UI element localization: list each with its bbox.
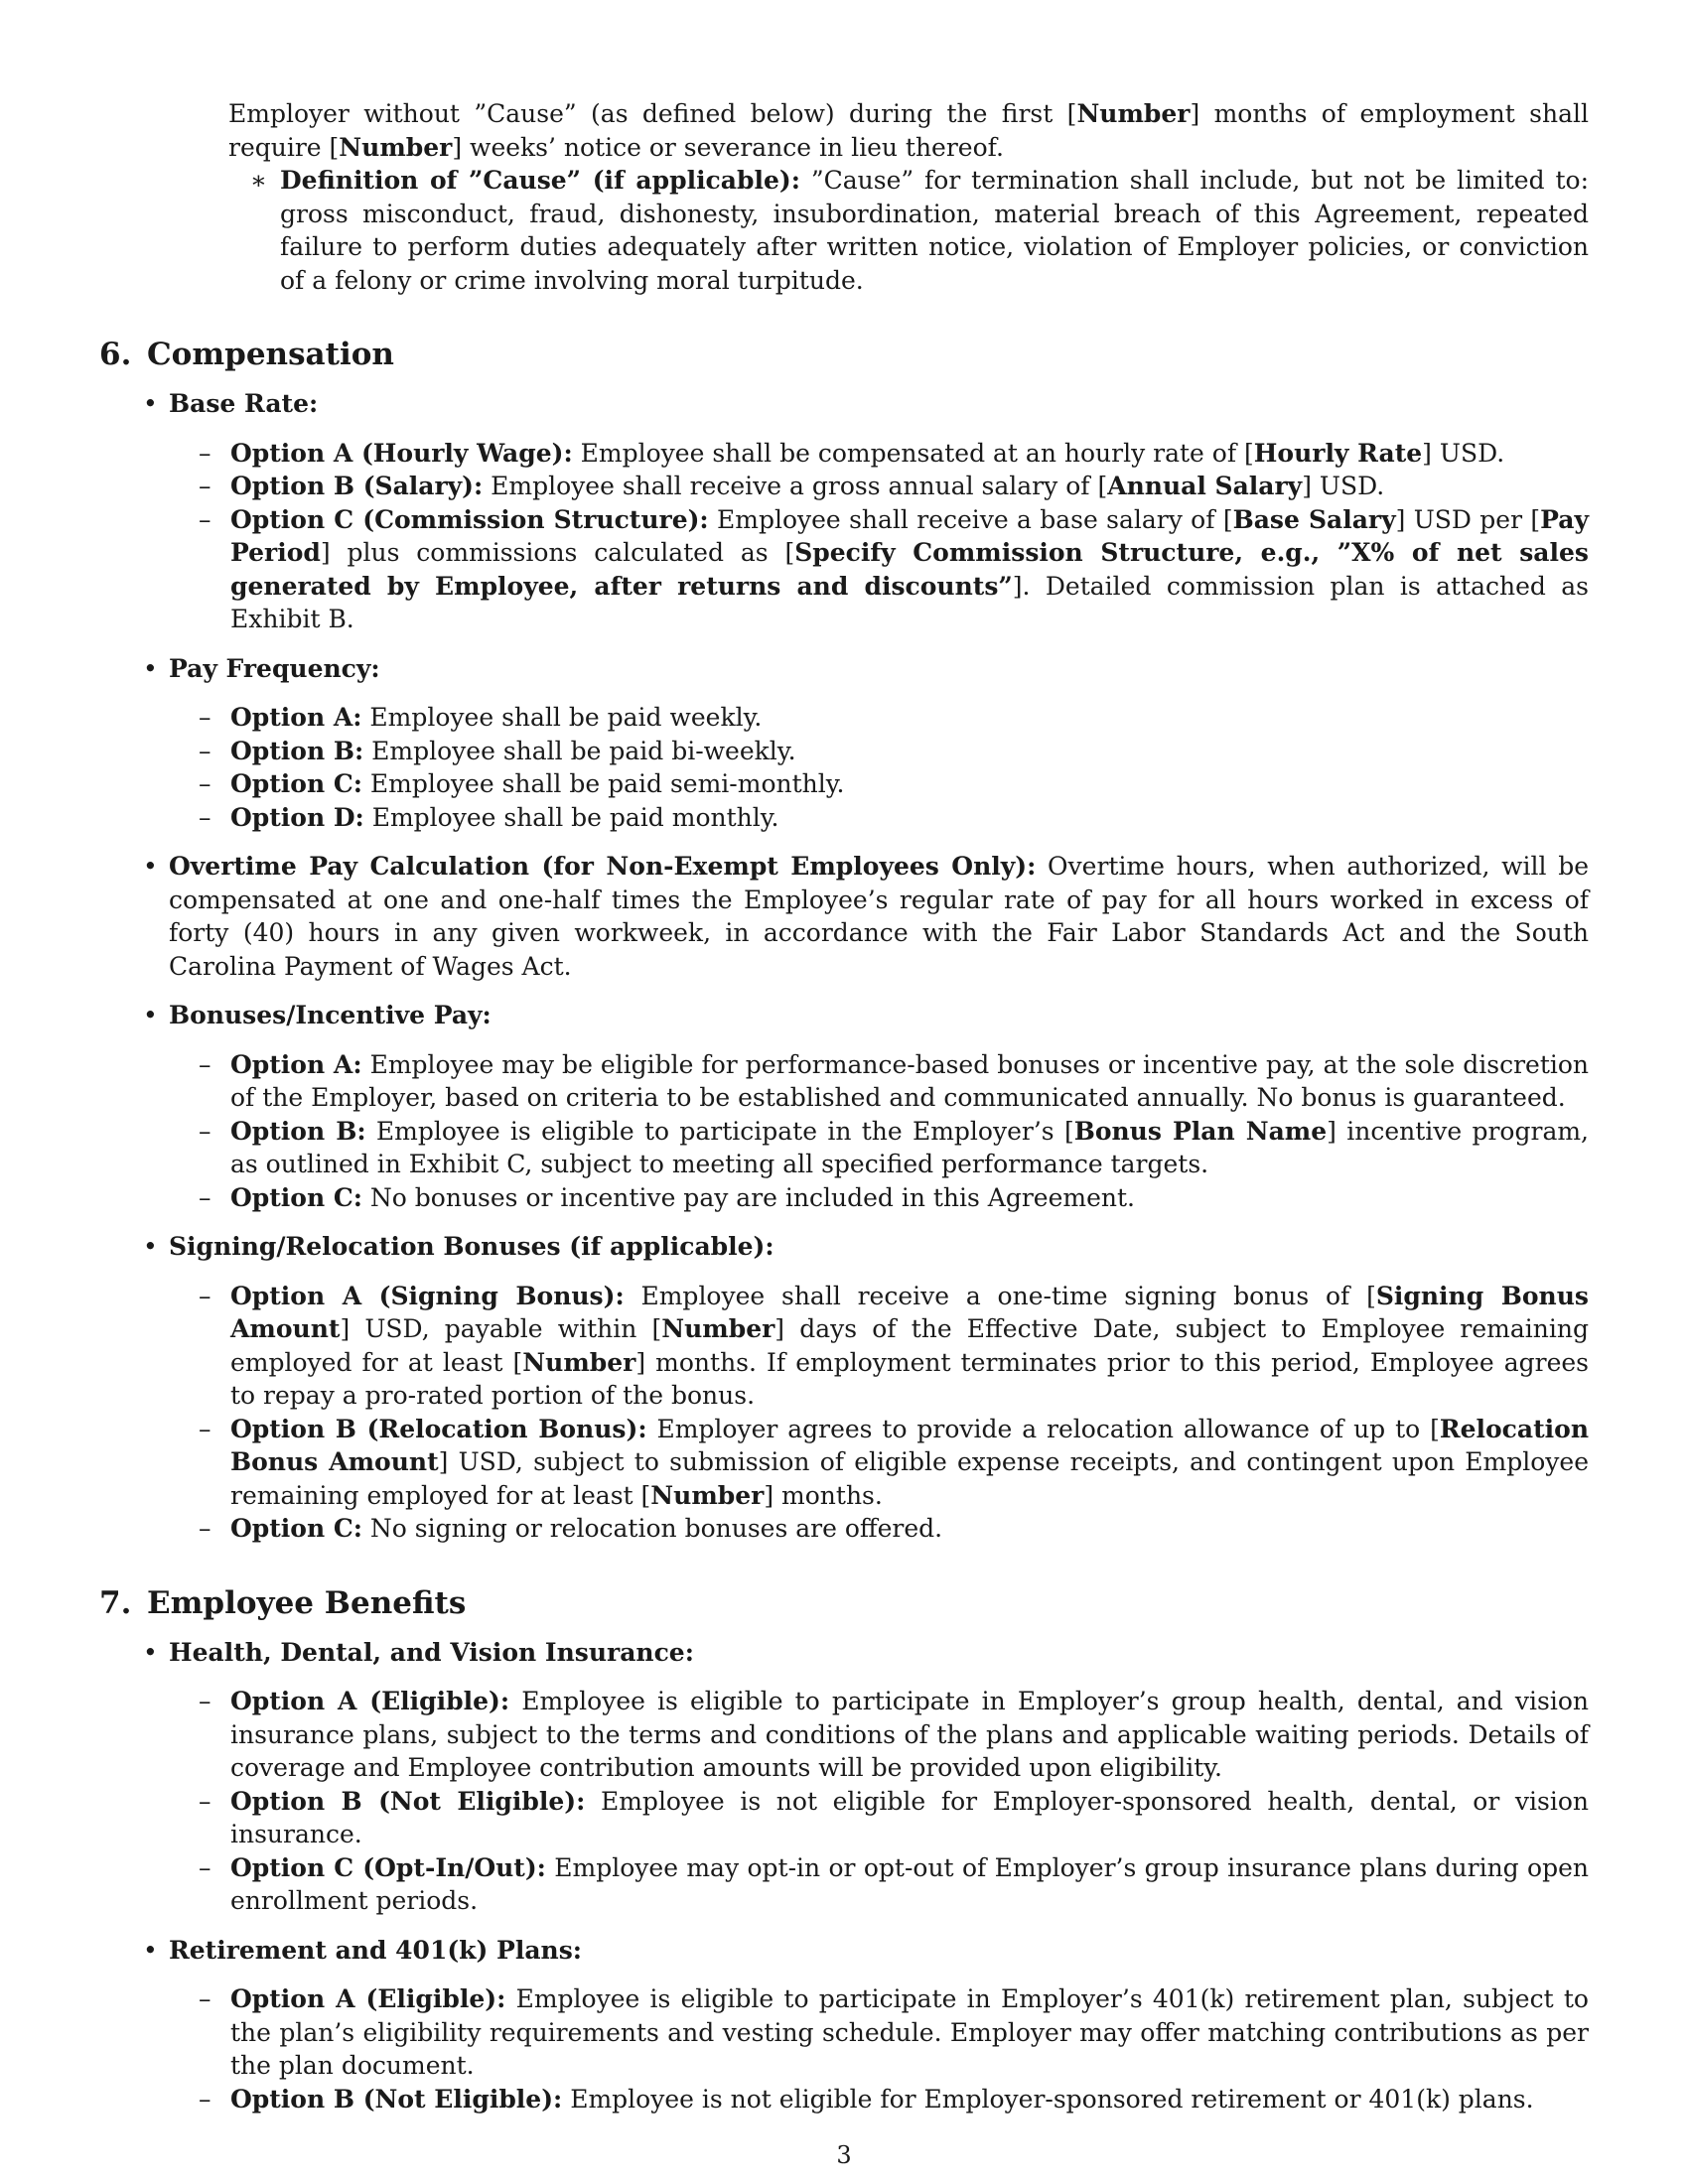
compensation-list	[169, 387, 1589, 1546]
bonuses-item: • Bonuses/Incentive Pay: – Option A: Employee may be eligible for performance-based bonuses or incentive pay, at the sole discretion of the Employer, based on criteria to be established and communicated annually. No bonus is guaranteed. – Option B: Employee is eligible to participate in the Employer’s [Bonus Plan Name] incentive program, as outlined in Exhibit C, subject to meeting all specified performance targets. – Option C: No bonuses or incentive pay are included in this Agreement.	[169, 999, 1589, 1214]
list-item: – Option B (Salary): Employee shall receive a gross annual salary of [Annual Salary] USD.	[230, 470, 1589, 503]
list-item: – Option D: Employee shall be paid monthly.	[230, 801, 1589, 835]
list-item: – Option A (Hourly Wage): Employee shall be compensated at an hourly rate of [Hourly Rate] USD.	[230, 437, 1589, 471]
list-item: – Option C (Opt-In/Out): Employee may opt-in or opt-out of Employer’s group insurance plans during open enrollment periods.	[230, 1851, 1589, 1918]
list-item: – Option B (Not Eligible): Employee is not eligible for Employer-sponsored retirement or 401(k) plans.	[230, 2083, 1589, 2116]
list-item: – Option A: Employee may be eligible for performance-based bonuses or incentive pay, at the sole discretion of the Employer, based on criteria to be established and communicated annually. No bonus is guaranteed.	[230, 1048, 1589, 1115]
list-item: – Option C (Commission Structure): Employee shall receive a base salary of [Base Salary] USD per [Pay Period] plus commissions calculated as [Specify Commission Structure, e.g., ”X% of net sales generated by Employee, after returns and discounts”]. Detailed commission plan is attached as Exhibit B.	[230, 503, 1589, 636]
benefits-list	[169, 1636, 1589, 2116]
page-number: 3	[836, 2141, 852, 2169]
list-item: – Option A: Employee shall be paid weekly.	[230, 701, 1589, 735]
section-heading-employee-benefits: 7. Employee Benefits	[99, 1584, 467, 1621]
list-item: – Option B (Not Eligible): Employee is not eligible for Employer-sponsored health, dental, or vision insurance.	[230, 1785, 1589, 1851]
base-rate-item: • Base Rate: – Option A (Hourly Wage): Employee shall be compensated at an hourly rate of [Hourly Rate] USD. – Option B (Salary): Employee shall receive a gross annual salary of [Annual Salary] USD. – Option C (Commission Structure): Employee shall receive a base salary of [Base Salary] USD per [Pay Period] plus commissions calculated as [Specify Commission Structure, e.g., ”X% of net sales generated by Employee, after returns and discounts”]. Detailed commission plan is attached as Exhibit B.	[169, 387, 1589, 636]
list-item: – Option B (Relocation Bonus): Employer agrees to provide a relocation allowance of up to [Relocation Bonus Amount] USD, subject to submission of eligible expense receipts, and contingent upon Employee remaining employed for at least [Number] months.	[230, 1413, 1589, 1513]
retirement-item: • Retirement and 401(k) Plans: – Option A (Eligible): Employee is eligible to participate in Employer’s 401(k) retirement plan, subject to the plan’s eligibility requirements and vesting schedule. Employer may offer matching contributions as per the plan document. – Option B (Not Eligible): Employee is not eligible for Employer-sponsored retirement or 401(k) plans.	[169, 1934, 1589, 2116]
document-page	[99, 97, 1589, 2116]
health-insurance-item: • Health, Dental, and Vision Insurance: – Option A (Eligible): Employee is eligible to participate in Employer’s group health, dental, and vision insurance plans, subject to the terms and conditions of the plans and applicable waiting periods. Details of coverage and Employee contribution amounts will be provided upon eligibility. – Option B (Not Eligible): Employee is not eligible for Employer-sponsored health, dental, or vision insurance. – Option C (Opt-In/Out): Employee may opt-in or opt-out of Employer’s group insurance plans during open enrollment periods.	[169, 1636, 1589, 1918]
pay-frequency-item: • Pay Frequency: – Option A: Employee shall be paid weekly. – Option B: Employee shall be paid bi-weekly. – Option C: Employee shall be paid semi-monthly. – Option D: Employee shall be paid monthly.	[169, 652, 1589, 835]
cause-definition: ∗ Definition of ”Cause” (if applicable): ”Cause” for termination shall include, but not be limited to: gross misconduct, fraud, dishonesty, insubordination, material breach of this Agreement, repeated failure to perform duties adequately after written notice, violation of Employer policies, or conviction of a felony or crime involving moral turpitude.	[280, 164, 1589, 297]
list-item: – Option B: Employee is eligible to participate in the Employer’s [Bonus Plan Name] incentive program, as outlined in Exhibit C, subject to meeting all specified performance targets.	[230, 1115, 1589, 1181]
overtime-item: • Overtime Pay Calculation (for Non-Exempt Employees Only): Overtime hours, when authorized, will be compensated at one and one-half times the Employee’s regular rate of pay for all hours worked in excess of forty (40) hours in any given workweek, in accordance with the Fair Labor Standards Act and the South Carolina Payment of Wages Act.	[169, 850, 1589, 983]
list-item: – Option C: No signing or relocation bonuses are offered.	[230, 1512, 1589, 1546]
list-item: – Option B: Employee shall be paid bi-weekly.	[230, 735, 1589, 768]
list-item: – Option A (Eligible): Employee is eligible to participate in Employer’s 401(k) retirement plan, subject to the plan’s eligibility requirements and vesting schedule. Employer may offer matching contributions as per the plan document.	[230, 1982, 1589, 2083]
list-item: – Option C: Employee shall be paid semi-monthly.	[230, 767, 1589, 801]
section-heading-compensation: 6. Compensation	[99, 337, 394, 372]
termination-notice-continuation: Employer without ”Cause” (as defined below) during the first [Number] months of employment shall require [Number] weeks’ notice or severance in lieu thereof.	[228, 99, 1589, 162]
list-item: – Option A (Eligible): Employee is eligible to participate in Employer’s group health, dental, and vision insurance plans, subject to the terms and conditions of the plans and applicable waiting periods. Details of coverage and Employee contribution amounts will be provided upon eligibility.	[230, 1685, 1589, 1785]
signing-relocation-item: • Signing/Relocation Bonuses (if applicable): – Option A (Signing Bonus): Employee shall receive a one-time signing bonus of [Signing Bonus Amount] USD, payable within [Number] days of the Effective Date, subject to Employee remaining employed for at least [Number] months. If employment terminates prior to this period, Employee agrees to repay a pro-rated portion of the bonus. – Option B (Relocation Bonus): Employer agrees to provide a relocation allowance of up to [Relocation Bonus Amount] USD, subject to submission of eligible expense receipts, and contingent upon Employee remaining employed for at least [Number] months. – Option C: No signing or relocation bonuses are offered.	[169, 1230, 1589, 1546]
list-item: – Option A (Signing Bonus): Employee shall receive a one-time signing bonus of [Signing Bonus Amount] USD, payable within [Number] days of the Effective Date, subject to Employee remaining employed for at least [Number] months. If employment terminates prior to this period, Employee agrees to repay a pro-rated portion of the bonus.	[230, 1280, 1589, 1413]
list-item: – Option C: No bonuses or incentive pay are included in this Agreement.	[230, 1181, 1589, 1215]
